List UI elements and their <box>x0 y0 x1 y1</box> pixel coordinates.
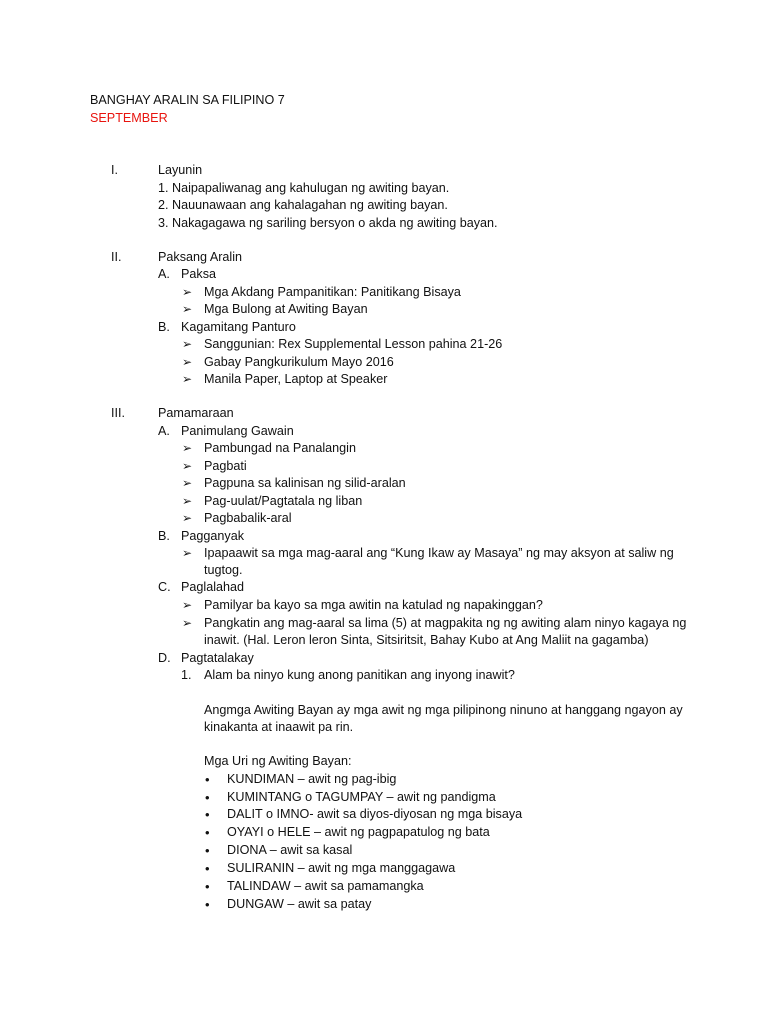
list-item: Pangkatin ang mag-aaral sa lima (5) at magpakita ng ng awiting alam ninyo kagaya ng <box>204 616 687 630</box>
document-month: SEPTEMBER <box>90 111 168 125</box>
list-item: KUNDIMAN – awit ng pag-ibig <box>227 772 397 786</box>
list-item: Ipapaawit sa mga mag-aaral ang “Kung Ikaw ay Masaya” ng may aksyon at saliw ng <box>204 546 674 560</box>
subsection-label-kagamitang-panturo: Kagamitang Panturo <box>181 320 296 334</box>
subsection-letter: B. <box>158 529 170 543</box>
list-item: Gabay Pangkurikulum Mayo 2016 <box>204 355 394 369</box>
round-bullet-icon: • <box>205 772 210 787</box>
subsection-letter: A. <box>158 424 170 438</box>
round-bullet-icon: • <box>205 879 210 894</box>
document-title: BANGHAY ARALIN SA FILIPINO 7 <box>90 93 285 107</box>
arrowhead-bullet-icon: ➢ <box>182 598 193 612</box>
objective-item: 2. Nauunawaan ang kahalagahan ng awiting bayan. <box>158 198 448 212</box>
list-item: Sanggunian: Rex Supplemental Lesson pahina 21-26 <box>204 337 503 351</box>
list-item: Mga Akdang Pampanitikan: Panitikang Bisaya <box>204 285 461 299</box>
subsection-label-paksa: Paksa <box>181 267 217 281</box>
list-item: Pagbabalik-aral <box>204 511 292 525</box>
list-item-continuation: inawit. (Hal. Leron leron Sinta, Sitsiritsit, Bahay Kubo at Ang Maliit na gagamba) <box>204 633 649 647</box>
section-numeral-2: II. <box>111 250 122 264</box>
list-item: Pamilyar ba kayo sa mga awitin na katulad ng napakinggan? <box>204 598 543 612</box>
section-numeral-3: III. <box>111 406 125 420</box>
question-number: 1. <box>181 668 192 682</box>
round-bullet-icon: • <box>205 843 210 858</box>
round-bullet-icon: • <box>205 861 210 876</box>
arrowhead-bullet-icon: ➢ <box>182 476 193 490</box>
list-item: DALIT o IMNO- awit sa diyos-diyosan ng mga bisaya <box>227 807 523 821</box>
list-item: Pambungad na Panalangin <box>204 441 356 455</box>
list-item: TALINDAW – awit sa pamamangka <box>227 879 424 893</box>
subsection-letter: A. <box>158 267 170 281</box>
list-item: Pag-uulat/Pagtatala ng liban <box>204 494 363 508</box>
list-item: DIONA – awit sa kasal <box>227 843 353 857</box>
list-item: Pagbati <box>204 459 247 473</box>
round-bullet-icon: • <box>205 825 210 840</box>
list-item: OYAYI o HELE – awit ng pagpapatulog ng bata <box>227 825 490 839</box>
subsection-letter: D. <box>158 651 171 665</box>
arrowhead-bullet-icon: ➢ <box>182 372 193 386</box>
list-item: Pagpuna sa kalinisan ng silid-aralan <box>204 476 406 490</box>
round-bullet-icon: • <box>205 897 210 912</box>
objective-item: 1. Naipapaliwanag ang kahulugan ng awiting bayan. <box>158 181 450 195</box>
subsection-letter: C. <box>158 580 171 594</box>
list-item: Mga Bulong at Awiting Bayan <box>204 302 368 316</box>
paragraph-line: kinakanta at inaawit pa rin. <box>204 720 354 734</box>
list-item: DUNGAW – awit sa patay <box>227 897 372 911</box>
subsection-letter: B. <box>158 320 170 334</box>
arrowhead-bullet-icon: ➢ <box>182 494 193 508</box>
arrowhead-bullet-icon: ➢ <box>182 616 193 630</box>
discussion-question: Alam ba ninyo kung anong panitikan ang inyong inawit? <box>204 668 515 682</box>
arrowhead-bullet-icon: ➢ <box>182 337 193 351</box>
subsection-label-panimulang-gawain: Panimulang Gawain <box>181 424 294 438</box>
types-heading: Mga Uri ng Awiting Bayan: <box>204 754 352 768</box>
list-item: KUMINTANG o TAGUMPAY – awit ng pandigma <box>227 790 496 804</box>
subsection-label-paglalahad: Paglalahad <box>181 580 245 594</box>
subsection-label-pagtatalakay: Pagtatalakay <box>181 651 254 665</box>
arrowhead-bullet-icon: ➢ <box>182 546 193 560</box>
round-bullet-icon: • <box>205 790 210 805</box>
arrowhead-bullet-icon: ➢ <box>182 302 193 316</box>
list-item: Manila Paper, Laptop at Speaker <box>204 372 388 386</box>
arrowhead-bullet-icon: ➢ <box>182 355 193 369</box>
arrowhead-bullet-icon: ➢ <box>182 511 193 525</box>
section-heading-pamamaraan: Pamamaraan <box>158 406 234 420</box>
arrowhead-bullet-icon: ➢ <box>182 459 193 473</box>
arrowhead-bullet-icon: ➢ <box>182 285 193 299</box>
list-item: SULIRANIN – awit ng mga manggagawa <box>227 861 456 875</box>
objective-item: 3. Nakagagawa ng sariling bersyon o akda ng awiting bayan. <box>158 216 498 230</box>
round-bullet-icon: • <box>205 807 210 822</box>
section-numeral-1: I. <box>111 163 118 177</box>
list-item-continuation: tugtog. <box>204 563 243 577</box>
paragraph-line: Angmga Awiting Bayan ay mga awit ng mga pilipinong ninuno at hanggang ngayon ay <box>204 703 683 717</box>
section-heading-paksang-aralin: Paksang Aralin <box>158 250 243 264</box>
section-heading-layunin: Layunin <box>158 163 203 177</box>
arrowhead-bullet-icon: ➢ <box>182 441 193 455</box>
subsection-label-pagganyak: Pagganyak <box>181 529 245 543</box>
